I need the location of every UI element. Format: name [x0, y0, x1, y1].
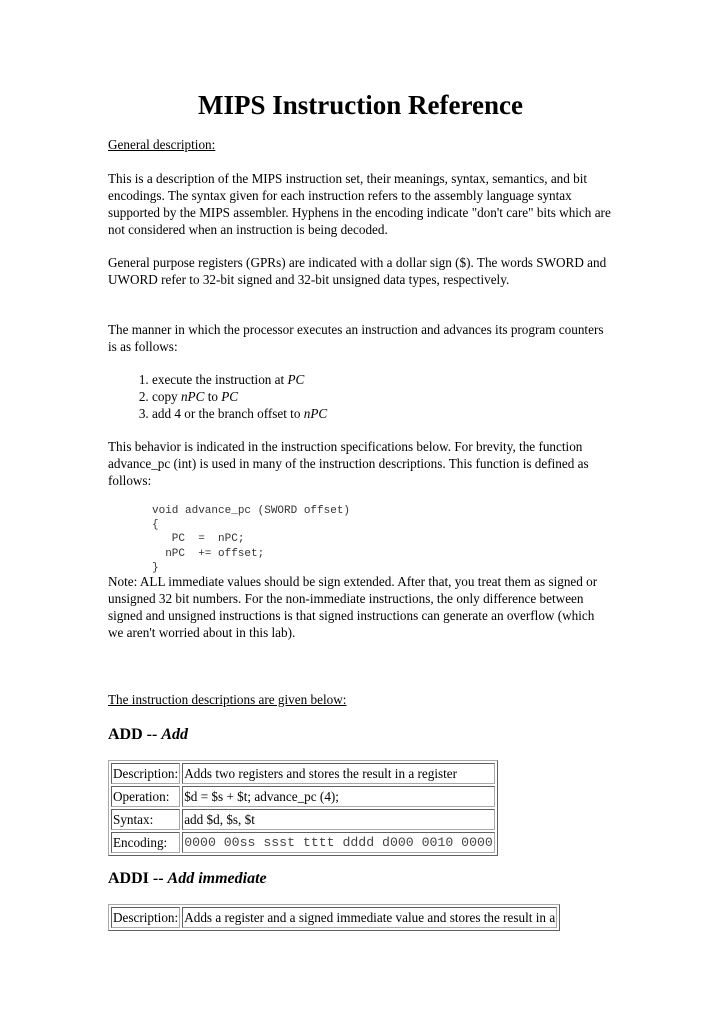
execution-steps-list [108, 371, 612, 422]
table-row [111, 763, 495, 784]
instructions-heading: The instruction descriptions are given below: [108, 692, 347, 707]
table-row [111, 832, 495, 853]
table-row [111, 786, 495, 807]
table-value-cell: 0000 00ss ssst tttt dddd d000 0010 0000 [182, 832, 495, 853]
table-row [111, 907, 557, 928]
list-item: 2. copy nPC to PC [152, 388, 612, 405]
table-value-cell: Adds a register and a signed immediate value and stores the result in a [182, 907, 557, 928]
addi-instruction-table [108, 904, 560, 931]
table-label-cell: Operation: [111, 786, 180, 807]
table-value-cell: Adds two registers and stores the result in a register [182, 763, 495, 784]
table-label-cell: Description: [111, 907, 180, 928]
list-item: 1. execute the instruction at PC [152, 371, 612, 388]
table-label-cell: Encoding: [111, 832, 180, 853]
addi-instruction-heading: ADDI -- Add immediate [108, 870, 267, 887]
table-label-cell: Syntax: [111, 809, 180, 830]
page-title: MIPS Instruction Reference [198, 90, 523, 120]
intro-paragraph: This is a description of the MIPS instruction set, their meanings, syntax, semantics, and bit encodings. The syntax given for each instruction refers to the assembly language syntax supported by the MIPS assembler. Hyphens in the encoding indicate "don't care" bits which are not considered when an instruction is being decoded. [108, 171, 611, 237]
table-label-cell: Description: [111, 763, 180, 784]
immediate-note-paragraph: Note: ALL immediate values should be sign extended. After that, you treat them as signed or unsigned 32 bit numbers. For the non-immediate instructions, the only difference between signed and unsigned instructions is that signed instructions can generate an overflow (which we aren't worried about in this lab). [108, 574, 598, 640]
table-row [111, 809, 495, 830]
execution-paragraph: The manner in which the processor executes an instruction and advances its program counters is as follows: [108, 322, 604, 354]
advance-pc-paragraph: This behavior is indicated in the instruction specifications below. For brevity, the function advance_pc (int) is used in many of the instruction descriptions. This function is defined as follows: [108, 439, 589, 488]
list-item: 3. add 4 or the branch offset to nPC [152, 405, 612, 422]
table-value-cell: $d = $s + $t; advance_pc (4); [182, 786, 495, 807]
general-description-heading: General description: [108, 137, 216, 152]
add-instruction-table [108, 760, 498, 856]
add-instruction-heading: ADD -- Add [108, 726, 188, 743]
registers-paragraph: General purpose registers (GPRs) are indicated with a dollar sign ($). The words SWORD and UWORD refer to 32-bit signed and 32-bit unsigned data types, respectively. [108, 255, 607, 287]
table-value-cell: add $d, $s, $t [182, 809, 495, 830]
advance-pc-code: void advance_pc (SWORD offset) { PC = nPC; nPC += offset; } [152, 505, 351, 574]
